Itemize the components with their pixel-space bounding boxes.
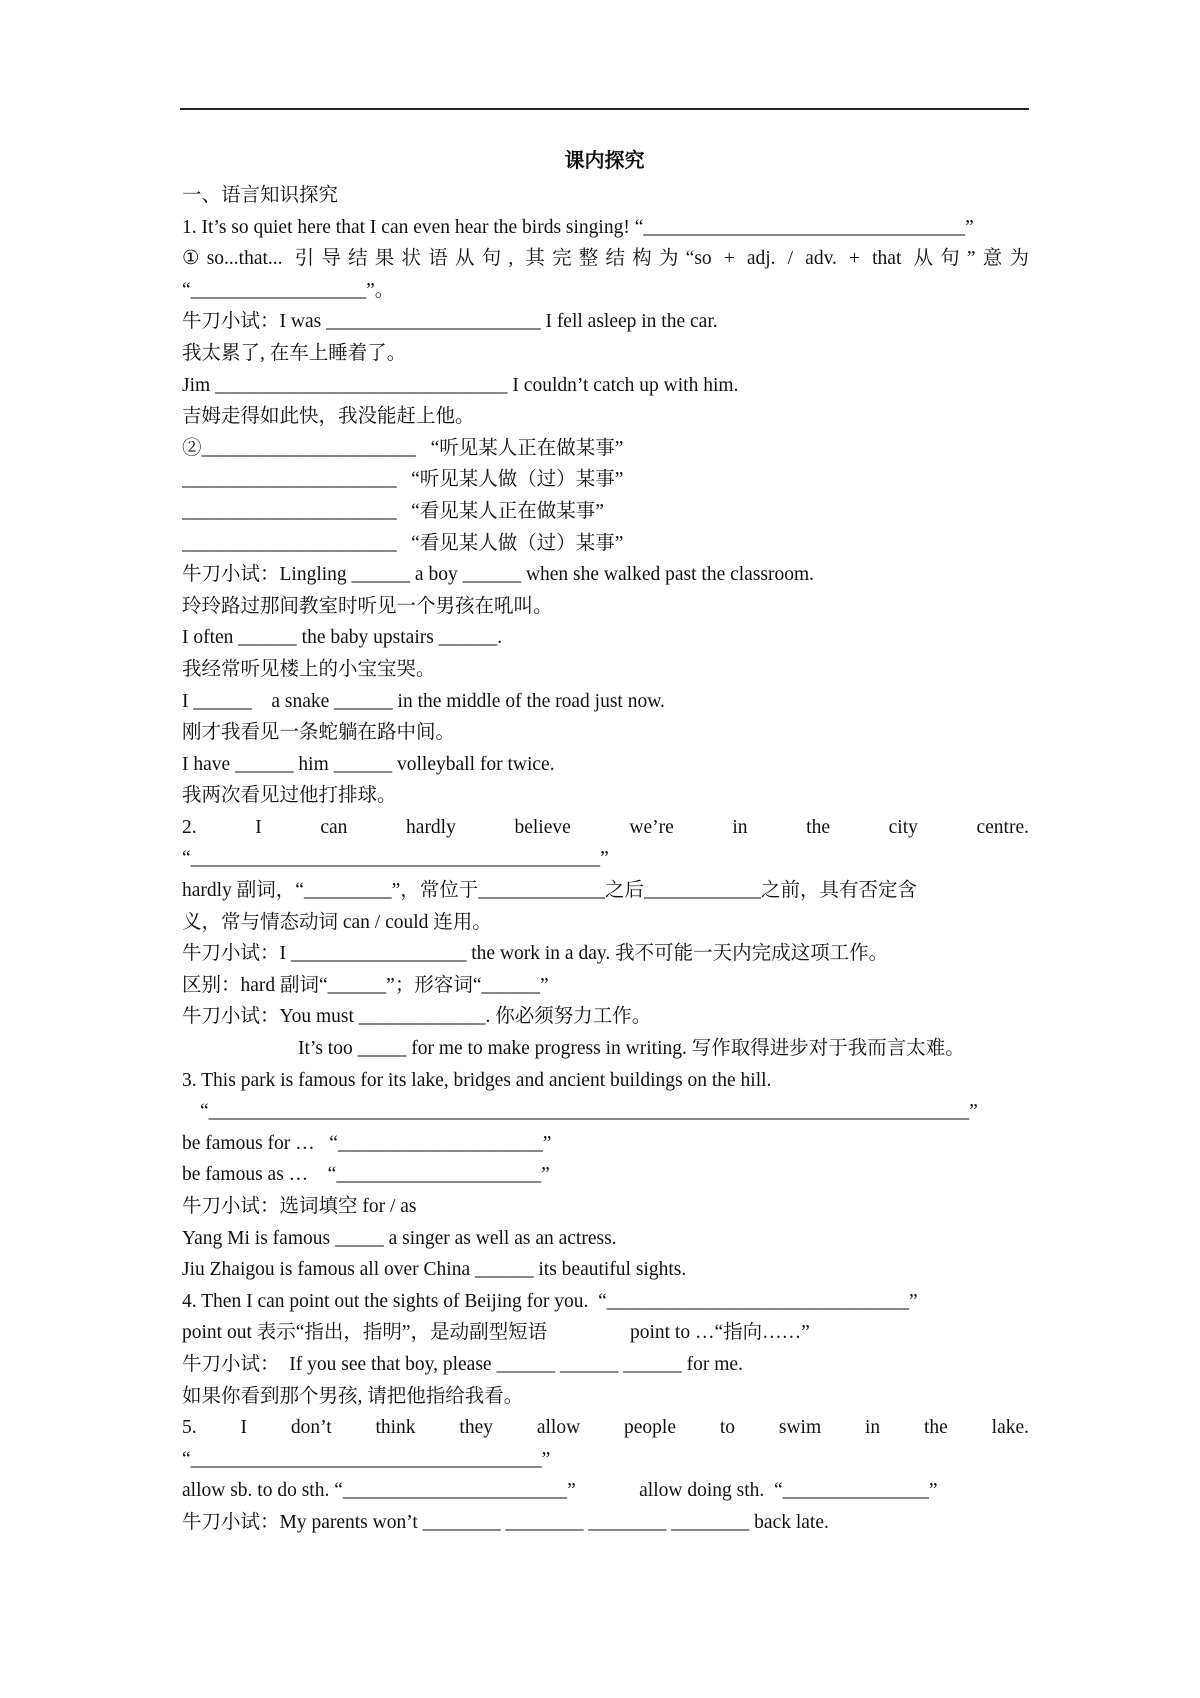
- text-line: 如果你看到那个男孩, 请把他指给我看。: [182, 1385, 524, 1407]
- text-line: 牛刀小试： If you see that boy, please ______ ______ ______ for me.: [182, 1353, 743, 1375]
- text-line: 我太累了, 在车上睡着了。: [182, 342, 407, 364]
- header-rule: [180, 108, 1029, 110]
- text-line: be famous for … “_____________________”: [182, 1132, 552, 1154]
- text-line: allow sb. to do sth. “_______________________” allow doing sth. “_______________”: [182, 1480, 938, 1502]
- text-line: 3. This park is famous for its lake, bridges and ancient buildings on the hill.: [182, 1069, 772, 1091]
- text-line: 牛刀小试：I __________________ the work in a day. 我不可能一天内完成这项工作。: [182, 943, 889, 965]
- text-line: be famous as … “_____________________”: [182, 1164, 550, 1186]
- text-line: I ______ a snake ______ in the middle of the road just now.: [182, 690, 665, 712]
- text-line: I often ______ the baby upstairs ______.: [182, 627, 503, 649]
- text-line: ______________________ “听见某人做（过）某事”: [182, 469, 624, 491]
- text-line: “______________________________________________________________________________”: [200, 1101, 978, 1123]
- text-line: Jim ______________________________ I couldn’t catch up with him.: [182, 374, 739, 396]
- text-line: 牛刀小试：You must _____________. 你必须努力工作。: [182, 1006, 652, 1028]
- text-line: 义，常与情态动词 can / could 连用。: [182, 911, 492, 933]
- text-line: 一、语言知识探究: [182, 185, 339, 206]
- text-line: ______________________ “看见某人做（过）某事”: [182, 532, 624, 554]
- text-line: 牛刀小试：My parents won’t ________ ________ ________ ________ back late.: [182, 1511, 829, 1533]
- text-line: 2. I can hardly believe we’re in the city centre.: [182, 816, 1029, 838]
- text-line: 区别：hard 副词“______”；形容词“______”: [182, 974, 549, 996]
- text-line: point out 表示“指出，指明”，是动副型短语 point to …“指向……”: [182, 1322, 810, 1344]
- text-line: Jiu Zhaigou is famous all over China ______ its beautiful sights.: [182, 1259, 687, 1281]
- document-body: [182, 180, 1029, 1539]
- text-line: “__________________________________________”: [182, 848, 609, 870]
- text-line: 刚才我看见一条蛇躺在路中间。: [182, 722, 456, 744]
- text-line: 1. It’s so quiet here that I can even hear the birds singing! “_________________________________”: [182, 216, 974, 238]
- text-line: It’s too _____ for me to make progress in writing. 写作取得进步对于我而言太难。: [298, 1038, 965, 1060]
- text-line: Yang Mi is famous _____ a singer as well as an actress.: [182, 1227, 617, 1249]
- text-line: 我经常听见楼上的小宝宝哭。: [182, 658, 436, 680]
- text-line: ①so...that... 引导结果状语从句, 其完整结构为“so + adj. / adv. + that 从句”意为: [182, 248, 1029, 270]
- text-line: ②______________________ “听见某人正在做某事”: [182, 437, 624, 459]
- text-line: 吉姆走得如此快，我没能赶上他。: [182, 406, 475, 428]
- text-line: 玲玲路过那间教室时听见一个男孩在吼叫。: [182, 595, 553, 617]
- text-line: 4. Then I can point out the sights of Beijing for you. “_______________________________”: [182, 1290, 918, 1312]
- text-line: 牛刀小试：Lingling ______ a boy ______ when she walked past the classroom.: [182, 564, 815, 586]
- text-line: 我两次看见过他打排球。: [182, 785, 397, 807]
- text-line: 牛刀小试：I was ______________________ I fell asleep in the car.: [182, 311, 718, 333]
- text-line: 5. I don’t think they allow people to swim in the lake.: [182, 1417, 1029, 1439]
- text-line: ______________________ “看见某人正在做某事”: [182, 500, 604, 522]
- text-line: I have ______ him ______ volleyball for twice.: [182, 753, 555, 775]
- page-title: 课内探究: [564, 150, 645, 172]
- text-line: hardly 副词，“_________”，常位于_____________之后____________之前，具有否定含: [182, 880, 918, 902]
- text-line: “____________________________________”: [182, 1448, 551, 1470]
- text-line: “__________________”。: [182, 279, 395, 301]
- text-line: 牛刀小试：选词填空 for / as: [182, 1196, 417, 1217]
